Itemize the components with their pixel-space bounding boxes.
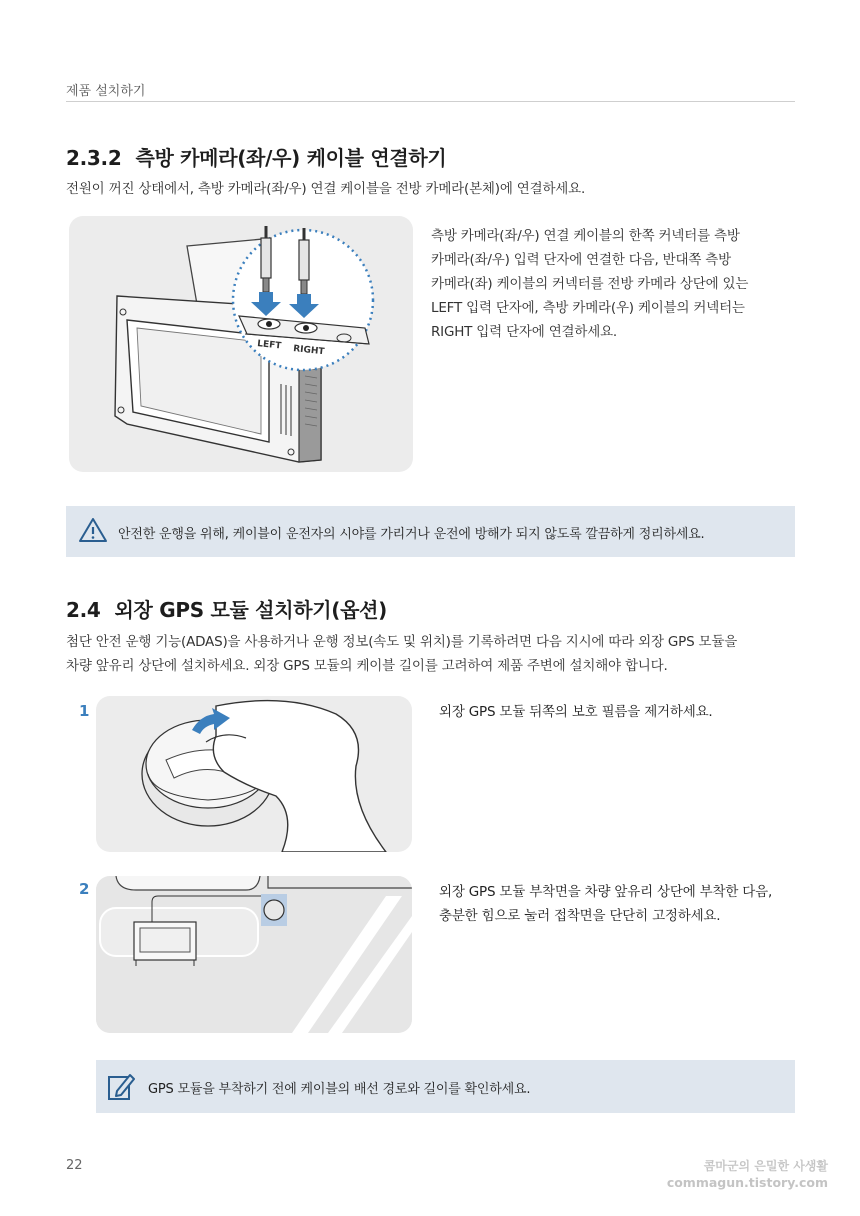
caution-text: 안전한 운행을 위해, 케이블이 운전자의 시야를 가리거나 운전에 방해가 되지 않도록 깔끔하게 정리하세요. <box>118 527 705 542</box>
step-text-line: 외장 GPS 모듈 부착면을 차량 앞유리 상단에 부착한 다음, <box>439 884 773 900</box>
gps-film-removal-illustration <box>96 696 412 852</box>
intro-line: 차량 앞유리 상단에 설치하세요. 외장 GPS 모듈의 케이블 길이를 고려하여 제품 주변에 설치해야 합니다. <box>66 658 668 674</box>
step-number: 2 <box>79 880 90 898</box>
warning-triangle-icon <box>78 516 108 544</box>
description-line: LEFT 입력 단자에, 측방 카메라(우) 케이블의 커넥터는 <box>431 300 745 316</box>
left-port-label: LEFT <box>256 339 282 352</box>
description-line: 측방 카메라(좌/우) 연결 케이블의 한쪽 커넥터를 측방 <box>431 228 740 244</box>
description-line: 카메라(좌) 케이블의 커넥터를 전방 카메라 상단에 있는 <box>431 276 749 292</box>
step-number: 1 <box>79 702 90 720</box>
section-heading-2-3-2 <box>66 142 446 171</box>
description-line: RIGHT 입력 단자에 연결하세요. <box>431 324 617 340</box>
pencil-note-icon <box>106 1069 136 1103</box>
section-intro: 전원이 꺼진 상태에서, 측방 카메라(좌/우) 연결 케이블을 전방 카메라(본체)에 연결하세요. <box>66 181 586 197</box>
gps-attach-illustration <box>96 876 412 1033</box>
section-label: 제품 설치하기 <box>66 84 146 99</box>
description-line: 카메라(좌/우) 입력 단자에 연결한 다음, 반대쪽 측방 <box>431 252 731 268</box>
page-number: 22 <box>66 1158 83 1173</box>
section-description <box>431 224 748 344</box>
camera-diagram <box>69 216 413 472</box>
gps-attach-diagram <box>96 876 412 1033</box>
header-divider <box>66 101 795 102</box>
section-number: 2.3.2 <box>66 146 122 170</box>
note-text: GPS 모듈을 부착하기 전에 케이블의 배선 경로와 길이를 확인하세요. <box>148 1082 531 1097</box>
section-number: 2.4 <box>66 598 101 622</box>
step-text <box>439 880 772 928</box>
section-title: 외장 GPS 모듈 설치하기(옵션) <box>114 598 387 622</box>
step-text-line: 충분한 힘으로 눌러 접착면을 단단히 고정하세요. <box>439 908 721 924</box>
watermark-line-1: 콤마군의 은밀한 사생활 <box>703 1159 828 1173</box>
section-intro <box>66 630 737 678</box>
note-notice <box>96 1060 795 1113</box>
camera-connection-illustration <box>69 216 413 472</box>
watermark-line-2: commagun.tistory.com <box>666 1175 828 1190</box>
intro-line: 첨단 안전 운행 기능(ADAS)을 사용하거나 운행 정보(속도 및 위치)를 기록하려면 다음 지시에 따라 외장 GPS 모듈을 <box>66 634 738 650</box>
caution-notice <box>66 506 795 557</box>
section-heading-2-4 <box>66 594 387 623</box>
gps-film-diagram <box>96 696 412 852</box>
step-text: 외장 GPS 모듈 뒤쪽의 보호 필름을 제거하세요. <box>439 704 713 720</box>
right-port-label: RIGHT <box>292 344 325 358</box>
section-title: 측방 카메라(좌/우) 케이블 연결하기 <box>135 146 447 170</box>
